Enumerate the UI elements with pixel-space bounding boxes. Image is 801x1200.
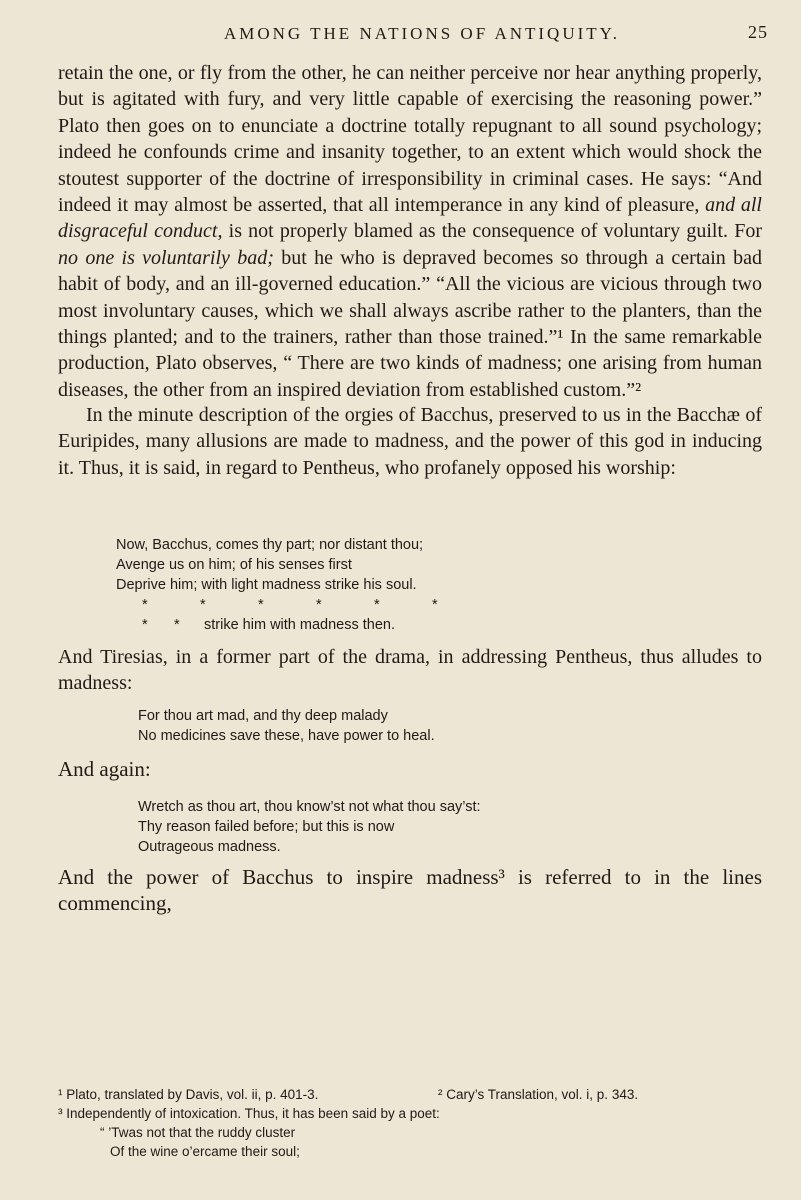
italic-phrase: no one is voluntarily bad; xyxy=(58,246,274,269)
star: * xyxy=(432,597,438,613)
verse-line: Wretch as thou art, thou know’st not what thou say’st: xyxy=(138,799,481,815)
paragraph-text: , is not properly blamed as the consequence of voluntary guilt. For xyxy=(217,220,762,243)
verse-line: For thou art mad, and thy deep malady xyxy=(138,708,388,724)
running-title: AMONG THE NATIONS OF ANTIQUITY. xyxy=(223,24,620,43)
page-number: 25 xyxy=(748,22,768,42)
paragraph-text: retain the one, or fly from the other, he can neither perceive nor hear anything properly, but is agitated with fury, and very little capable of exercising the reasoning power.” Plato then goes on to enunciate a doctrine totally repugnant to all sound psychology; indeed he confounds crime and insanity together, to an extent which would shock the stoutest supporter of the doctrine of irresponsibility in criminal cases. He says: “And indeed it may almost be asserted, that all intemperance in any kind of pleasure, xyxy=(58,62,762,217)
verse-line: No medicines save these, have power to heal. xyxy=(138,728,435,744)
verse-bacchus xyxy=(116,535,490,635)
verse-line: Avenge us on him; of his senses first xyxy=(116,557,352,573)
verse-line xyxy=(116,615,490,635)
star: * xyxy=(142,617,148,633)
verse-line: Thy reason failed before; but this is now xyxy=(138,819,395,835)
running-header xyxy=(142,22,768,44)
paragraph-plato xyxy=(58,60,762,403)
verse-line: Now, Bacchus, comes thy part; nor distant thou; xyxy=(116,537,424,553)
star: * xyxy=(258,597,264,613)
star: * xyxy=(374,597,380,613)
paragraph-power: And the power of Bacchus to inspire madness³ is referred to in the lines commencing, xyxy=(58,865,762,916)
verse-wretch xyxy=(138,797,481,857)
verse-line: Outrageous madness. xyxy=(138,839,281,855)
paragraph-bacchae: In the minute description of the orgies of Bacchus, preserved to us in the Bacchæ of Euripides, many allusions are made to madness, and the power of this god in inducing it. Thus, it is said, in regard to Pentheus, who profanely opposed his worship: xyxy=(58,404,762,479)
footnote-quote-line: Of the wine o’ercame their soul; xyxy=(110,1144,300,1159)
star: * xyxy=(316,597,322,613)
star: * xyxy=(200,597,206,613)
ellipsis-stars xyxy=(116,595,490,615)
footnote-1: ¹ Plato, translated by Davis, vol. ii, p. 401-3. xyxy=(58,1087,319,1102)
footnote-2: ² Cary’s Translation, vol. i, p. 343. xyxy=(438,1087,639,1102)
verse-tiresias xyxy=(138,706,435,746)
verse-text: strike him with madness then. xyxy=(204,617,395,633)
paragraph-tiresias: And Tiresias, in a former part of the drama, in addressing Pentheus, thus alludes to madness: xyxy=(58,646,762,695)
footnote-3: ³ Independently of intoxication. Thus, it has been said by a poet: xyxy=(58,1106,440,1121)
star: * xyxy=(174,617,180,633)
paragraph-again: And again: xyxy=(58,757,151,781)
footnotes xyxy=(58,1085,768,1161)
verse-line: Deprive him; with light madness strike his soul. xyxy=(116,577,417,593)
footnote-quote-line: “ ’Twas not that the ruddy cluster xyxy=(100,1125,296,1140)
star: * xyxy=(142,597,148,613)
footnote-line xyxy=(58,1085,768,1104)
paragraph-text: but he who is depraved becomes so through a certain bad habit of body, and an ill-governed education.” “All the vicious are vicious through two most involuntary causes, which we shall always ascribe rather to the planters, than the things planted; and to the trainers, rather than those trained.”¹ In the same remarkable production, Plato observes, “ There are two kinds of madness; one arising from human diseases, the other from an inspired deviation from established custom.”² xyxy=(58,246,763,401)
italic-phrase: and all disgraceful conduct xyxy=(58,194,762,243)
